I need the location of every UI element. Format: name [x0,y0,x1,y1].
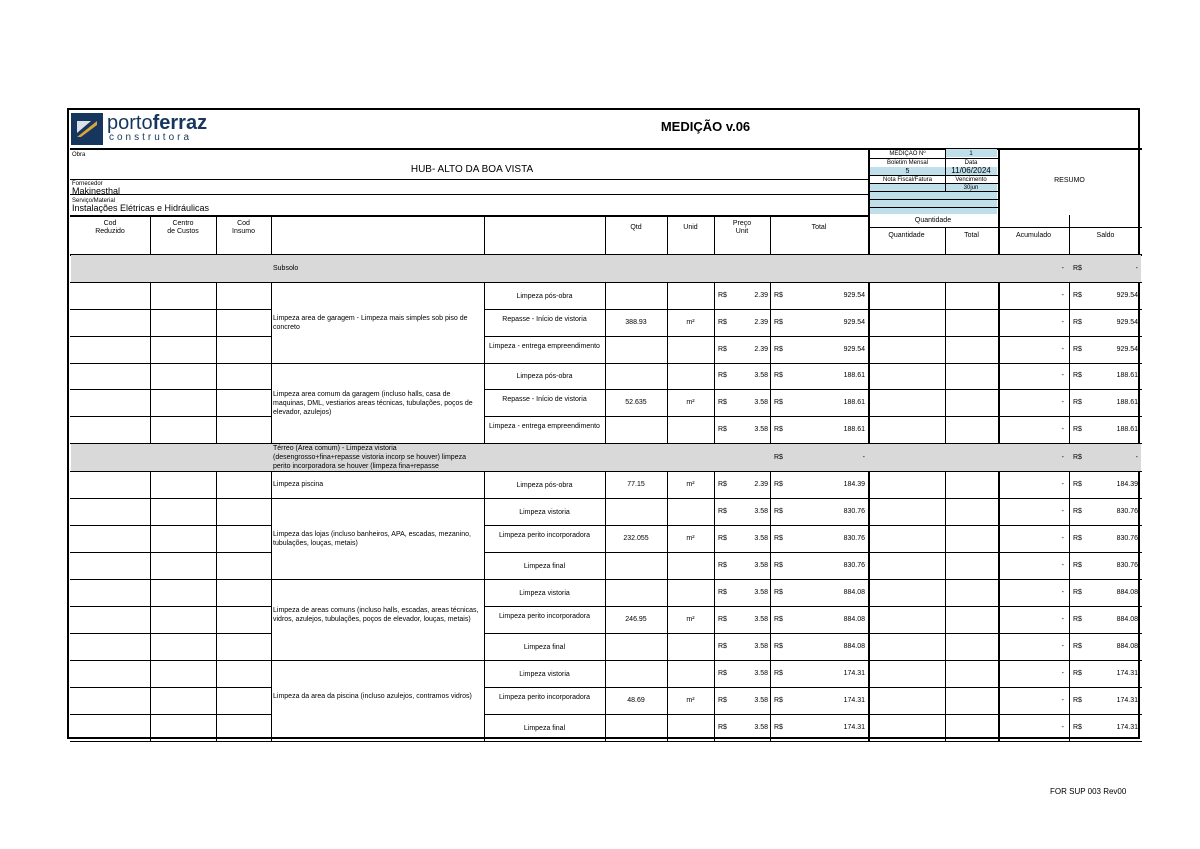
preco-currency: R$ [718,561,727,569]
saldo-value: 174.31 [1116,669,1138,677]
preco-value: 3.58 [754,669,768,677]
step-label: Limpeza final [523,643,566,651]
grid-line [70,660,271,661]
col-cod-reduzido: Cod Reduzido [95,220,125,235]
grid-line [484,714,1142,715]
step-label: Repasse - Início de vistoria [502,315,587,323]
col-preco-unit: Preço Unit [732,220,752,235]
form-code: FOR SUP 003 Rev00 [1050,787,1127,796]
grid-line [714,215,715,741]
resumo-label: RESUMO [1054,177,1085,184]
measurement-sheet [67,108,1140,739]
col-quantidade-group: Quantidade [914,217,952,224]
saldo-value: 884.08 [1116,642,1138,650]
section-acumulado: - [1061,454,1064,461]
total-value: 929.54 [843,318,865,326]
logo-text: portoferraz [107,112,208,134]
col-centro-custos: Centro de Custos [167,220,199,235]
group-unid: m² [686,399,695,406]
preco-currency: R$ [718,291,727,299]
grid-line [271,498,714,499]
saldo-value: 188.61 [1116,372,1138,379]
acumulado-value: - [1061,291,1064,299]
total-currency: R$ [774,723,783,731]
section-total-cur: R$ [774,454,783,461]
blank-cell [870,199,997,207]
group-unid: m² [686,615,695,623]
grid-line [70,179,868,180]
grid-line [868,215,870,741]
group-description: Limpeza area de garagem - Limpeza mais simples sob piso de concreto [273,314,468,331]
preco-value: 3.58 [754,588,768,596]
saldo-currency: R$ [1073,534,1082,542]
grid-line [271,579,714,580]
blank-cell [870,207,997,214]
saldo-value: 174.31 [1116,696,1138,704]
step-label: Limpeza vistoria [519,670,570,678]
saldo-value: 174.31 [1116,723,1138,731]
servico-label: Serviço/Material [72,198,116,204]
saldo-value: 929.54 [1116,345,1138,353]
step-label: Limpeza vistoria [519,508,570,516]
grid-line [484,606,1142,607]
saldo-currency: R$ [1073,642,1082,650]
section-saldo-cur: R$ [1073,265,1082,272]
fornecedor-label: Fornecedor [72,181,103,187]
section-row [71,255,1141,282]
group-qtd: 52.635 [625,399,647,406]
total-currency: R$ [774,534,783,542]
acumulado-value: - [1061,318,1064,326]
step-label: Limpeza final [523,724,566,732]
grid-line [484,336,1142,337]
saldo-currency: R$ [1073,561,1082,569]
preco-value: 3.58 [754,398,768,406]
step-label: Limpeza - entrega empreendimento [489,342,600,350]
grid-line [868,227,1142,228]
total-currency: R$ [774,561,783,569]
grid-line [70,336,271,337]
total-currency: R$ [774,291,783,299]
total-currency: R$ [774,696,783,704]
total-currency: R$ [774,480,783,488]
group-unid: m² [686,480,695,488]
col-cod-insumo: Cod Insumo [232,220,255,235]
group-qtd: 48.69 [627,696,645,704]
preco-value: 3.58 [754,642,768,650]
grid-line [271,660,714,661]
total-currency: R$ [774,669,783,677]
obra-value: HUB- ALTO DA BOA VISTA [410,164,534,175]
grid-line [70,471,1142,472]
saldo-value: 830.76 [1116,561,1138,569]
col-quantidade: Quantidade [888,232,925,239]
grid-line [667,215,668,741]
section-row [71,444,1141,471]
preco-currency: R$ [718,425,727,433]
saldo-value: 188.61 [1116,425,1138,433]
grid-line [70,552,271,553]
total-currency: R$ [774,398,783,406]
step-label: Limpeza pós-obra [516,373,573,380]
total-currency: R$ [774,425,783,433]
col-saldo: Saldo [1096,232,1115,239]
grid-line [484,389,1142,390]
section-label: Subsolo [273,265,299,272]
section-acumulado: - [1061,265,1064,272]
acumulado-value: - [1061,507,1064,515]
grid-line [216,215,217,741]
total-value: 830.76 [843,507,865,515]
group-description: Limpeza das lojas (incluso banheiros, APA, escadas, mezanino, tubulações, louças, metais) [273,530,471,547]
grid-line [70,363,271,364]
medicao-label: MEDIÇÃO Nº [889,151,926,157]
col-acumulado: Acumulado [1015,232,1052,239]
preco-value: 3.58 [754,507,768,515]
total-value: 188.61 [843,425,865,433]
saldo-currency: R$ [1073,291,1082,299]
total-currency: R$ [774,318,783,326]
preco-currency: R$ [718,372,727,379]
saldo-value: 929.54 [1116,291,1138,299]
total-value: 884.08 [843,588,865,596]
section-saldo-cur: R$ [1073,454,1082,461]
acumulado-value: - [1061,534,1064,542]
preco-currency: R$ [718,480,727,488]
vencimento-label: Vencimento [955,177,987,183]
saldo-currency: R$ [1073,372,1082,379]
saldo-currency: R$ [1073,723,1082,731]
grid-line [70,579,271,580]
step-label: Limpeza pós-obra [516,292,573,300]
grid-line [70,389,271,390]
acumulado-value: - [1061,372,1064,379]
saldo-currency: R$ [1073,507,1082,515]
servico-value: Instalações Elétricas e Hidráulicas [72,203,210,213]
step-label: Limpeza vistoria [519,589,570,597]
acumulado-value: - [1061,398,1064,406]
acumulado-value: - [1061,642,1064,650]
grid-line [271,363,714,364]
grid-line [484,525,1142,526]
acumulado-value: - [1061,345,1064,353]
grid-line [868,199,998,200]
preco-value: 2.39 [754,318,768,326]
total-currency: R$ [774,372,783,379]
acumulado-value: - [1061,425,1064,433]
preco-value: 2.39 [754,291,768,299]
saldo-currency: R$ [1073,398,1082,406]
grid-line [70,416,271,417]
total-currency: R$ [774,507,783,515]
grid-line [70,741,271,742]
group-qtd: 232.055 [623,534,649,542]
col-qtd: Qtd [630,224,642,231]
grid-line [70,714,271,715]
saldo-currency: R$ [1073,669,1082,677]
total-currency: R$ [774,615,783,623]
data-value: 11/06/2024 [951,166,991,175]
grid-line [484,687,1142,688]
saldo-value: 184.39 [1116,480,1138,488]
obra-label: Obra [72,152,86,158]
section-saldo: - [1135,265,1138,272]
saldo-currency: R$ [1073,480,1082,488]
total-value: 174.31 [843,723,865,731]
saldo-currency: R$ [1073,318,1082,326]
preco-currency: R$ [718,642,727,650]
nota-cell [870,183,945,191]
grid-line [70,215,868,217]
group-description: Limpeza piscina [273,481,324,488]
preco-currency: R$ [718,669,727,677]
logo-subtitle: construtora [109,132,193,143]
total-value: 929.54 [843,345,865,353]
saldo-value: 830.76 [1116,534,1138,542]
saldo-currency: R$ [1073,615,1082,623]
acumulado-value: - [1061,723,1064,731]
acumulado-value: - [1061,669,1064,677]
group-qtd: 246.95 [625,615,647,623]
total-value: 174.31 [843,696,865,704]
grid-line [70,525,271,526]
saldo-currency: R$ [1073,588,1082,596]
preco-currency: R$ [718,345,727,353]
total-value: 884.08 [843,615,865,623]
saldo-currency: R$ [1073,345,1082,353]
group-qtd: 77.15 [627,480,645,488]
preco-value: 3.58 [754,425,768,433]
total-value: 188.61 [843,372,865,379]
total-currency: R$ [774,642,783,650]
section-saldo: - [1135,454,1138,461]
grid-line [868,207,998,208]
preco-value: 3.58 [754,723,768,731]
grid-line [70,194,868,195]
preco-value: 3.58 [754,534,768,542]
grid-line [484,633,1142,634]
nota-label: Nota Fiscal/Fatura [882,177,933,183]
preco-currency: R$ [718,507,727,515]
total-value: 174.31 [843,669,865,677]
grid-line [484,309,1142,310]
preco-value: 2.39 [754,480,768,488]
grid-line [484,215,485,741]
col-unid: Unid [683,224,698,231]
step-label: Limpeza perito incorporadora [498,693,591,701]
logo-mark [71,113,103,145]
preco-currency: R$ [718,534,727,542]
saldo-value: 188.61 [1116,398,1138,406]
total-value: 884.08 [843,642,865,650]
step-label: Limpeza perito incorporadora [498,612,591,620]
grid-line [70,498,271,499]
acumulado-value: - [1061,696,1064,704]
medicao-value: 1 [969,151,973,157]
preco-value: 3.58 [754,615,768,623]
vencimento-value: 30jun [963,185,979,191]
grid-line [1069,215,1070,741]
saldo-currency: R$ [1073,696,1082,704]
grid-line [70,687,271,688]
grid-line [484,416,1142,417]
preco-value: 3.58 [754,372,768,379]
grid-line [605,215,606,741]
group-unid: m² [686,318,695,326]
grid-line [770,215,771,741]
grid-line [150,215,151,741]
total-value: 830.76 [843,534,865,542]
total-currency: R$ [774,345,783,353]
group-description: Limpeza de areas comuns (incluso halls, escadas, areas técnicas, vidros, azulejos, tubulações, poços de elevador, louças, metais) [273,607,479,623]
preco-currency: R$ [718,696,727,704]
boletim-value: 5 [905,168,910,175]
step-label: Limpeza final [523,562,566,570]
preco-currency: R$ [718,398,727,406]
preco-value: 3.58 [754,696,768,704]
total-value: 929.54 [843,291,865,299]
col-total: Total [811,224,827,231]
saldo-value: 884.08 [1116,588,1138,596]
total-value: 830.76 [843,561,865,569]
step-label: Repasse - Início de vistoria [502,395,587,403]
grid-line [271,741,714,742]
blank-cell [870,191,997,199]
saldo-value: 929.54 [1116,318,1138,326]
section-label: Térreo (Área comum) - Limpeza vistoria (desengrosso+fina+repasse vistoria incorp se houver) limpeza perito incorporadora se houver (limpeza fina+repasse [273,445,466,470]
total-currency: R$ [774,588,783,596]
group-unid: m² [686,534,695,542]
preco-value: 3.58 [754,561,768,569]
step-label: Limpeza pós-obra [516,481,573,489]
saldo-currency: R$ [1073,425,1082,433]
grid-line [945,227,946,741]
boletim-label: Boletim Mensal [886,160,928,166]
saldo-value: 884.08 [1116,615,1138,623]
group-qtd: 388.93 [625,318,647,326]
step-label: Limpeza perito incorporadora [498,531,591,539]
acumulado-value: - [1061,588,1064,596]
preco-currency: R$ [718,588,727,596]
saldo-value: 830.76 [1116,507,1138,515]
total-value: 188.61 [843,398,865,406]
preco-value: 2.39 [754,345,768,353]
grid-line [70,633,271,634]
data-label: Data [964,160,978,166]
acumulado-value: - [1061,480,1064,488]
total-value: 184.39 [843,480,865,488]
acumulado-value: - [1061,561,1064,569]
col-total-2: Total [964,232,979,239]
grid-line [70,309,271,310]
section-total: - [862,454,865,461]
page-title: MEDIÇÃO v.06 [660,119,751,134]
preco-currency: R$ [718,723,727,731]
preco-currency: R$ [718,318,727,326]
grid-line [70,606,271,607]
grid-line [70,282,1142,283]
fornecedor-value: Makinesthal [72,186,121,196]
grid-line [484,552,1142,553]
group-description: Limpeza da area da piscina (incluso azulejos, contramos vidros) [273,692,472,700]
preco-currency: R$ [718,615,727,623]
acumulado-value: - [1061,615,1064,623]
group-description: Limpeza area comum da garagem (incluso halls, casa de maquinas, DML, vestiarios areas técnicas, tubulações, poços de elevador, azulejos) [273,390,473,416]
group-unid: m² [686,696,695,704]
step-label: Limpeza - entrega empreendimento [489,422,600,430]
grid-line [271,215,272,741]
